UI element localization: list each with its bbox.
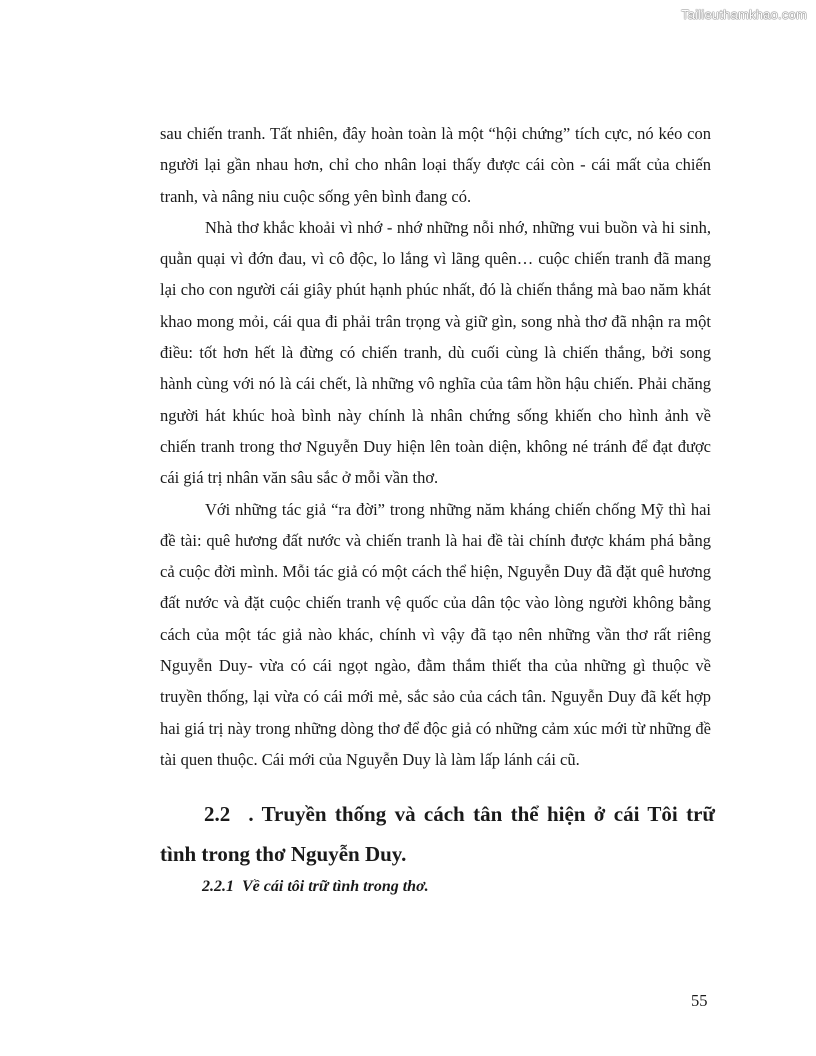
watermark: Tailieuthamkhao.com: [681, 7, 807, 22]
subsection-number: 2.2.1: [202, 878, 234, 895]
section-number: 2.2: [204, 802, 231, 826]
section-heading: [160, 794, 715, 874]
body-text: [160, 118, 711, 775]
paragraph-2: Nhà thơ khắc khoải vì nhớ - nhớ những nỗi nhớ, những vui buồn và hi sinh, quằn quại vì đớn đau, vì cô độc, lo lắng vì lãng quên… cuộc chiến tranh đã mang lại cho con người cái giây phút hạnh phúc nhất, đó là chiến thắng mà bao năm khát khao mong mỏi, cái qua đi phải trân trọng và giữ gìn, song nhà thơ đã nhận ra một điều: tốt hơn hết là đừng có chiến tranh, dù cuối cùng là chiến thắng, bởi song hành cùng với nó là cái chết, là những vô nghĩa của tâm hồn hậu chiến. Phải chăng người hát khúc hoà bình này chính là nhân chứng sống khiến cho hình ảnh về chiến tranh trong thơ Nguyễn Duy hiện lên toàn diện, không né tránh để đạt được cái giá trị nhân văn sâu sắc ở mỗi vần thơ.: [160, 217, 711, 488]
paragraph-3: Với những tác giả “ra đời” trong những năm kháng chiến chống Mỹ thì hai đề tài: quê hương đất nước và chiến tranh là hai đề tài chính được khám phá bằng cả cuộc đời mình. Mỗi tác giả có một cách thể hiện, Nguyễn Duy đã đặt quê hương đất nước và đặt cuộc chiến tranh vệ quốc của dân tộc vào lòng người không bằng cách của một tác giả nào khác, chính vì vậy đã tạo nên những vần thơ rất riêng Nguyễn Duy- vừa có cái ngọt ngào, đằm thắm thiết tha của những gì thuộc về truyền thống, lại vừa có cái mới mẻ, sắc sảo của cách tân. Nguyễn Duy đã kết hợp hai giá trị này trong những dòng thơ để độc giả có những cảm xúc mới từ những đề tài quen thuộc. Cái mới của Nguyễn Duy là làm lấp lánh cái cũ.: [160, 499, 711, 769]
page-number: 55: [691, 991, 708, 1010]
subsection-heading: [202, 876, 429, 898]
subsection-title: Về cái tôi trữ tình trong thơ.: [242, 878, 429, 895]
paragraph-1: sau chiến tranh. Tất nhiên, đây hoàn toàn là một “hội chứng” tích cực, nó kéo con người lại gần nhau hơn, chỉ cho nhân loại thấy được cái còn - cái mất của chiến tranh, và nâng niu cuộc sống yên bình đang có.: [160, 124, 711, 206]
section-title: . Truyền thống và cách tân thể hiện ở cái Tôi trữ tình trong thơ Nguyễn Duy.: [160, 802, 716, 866]
